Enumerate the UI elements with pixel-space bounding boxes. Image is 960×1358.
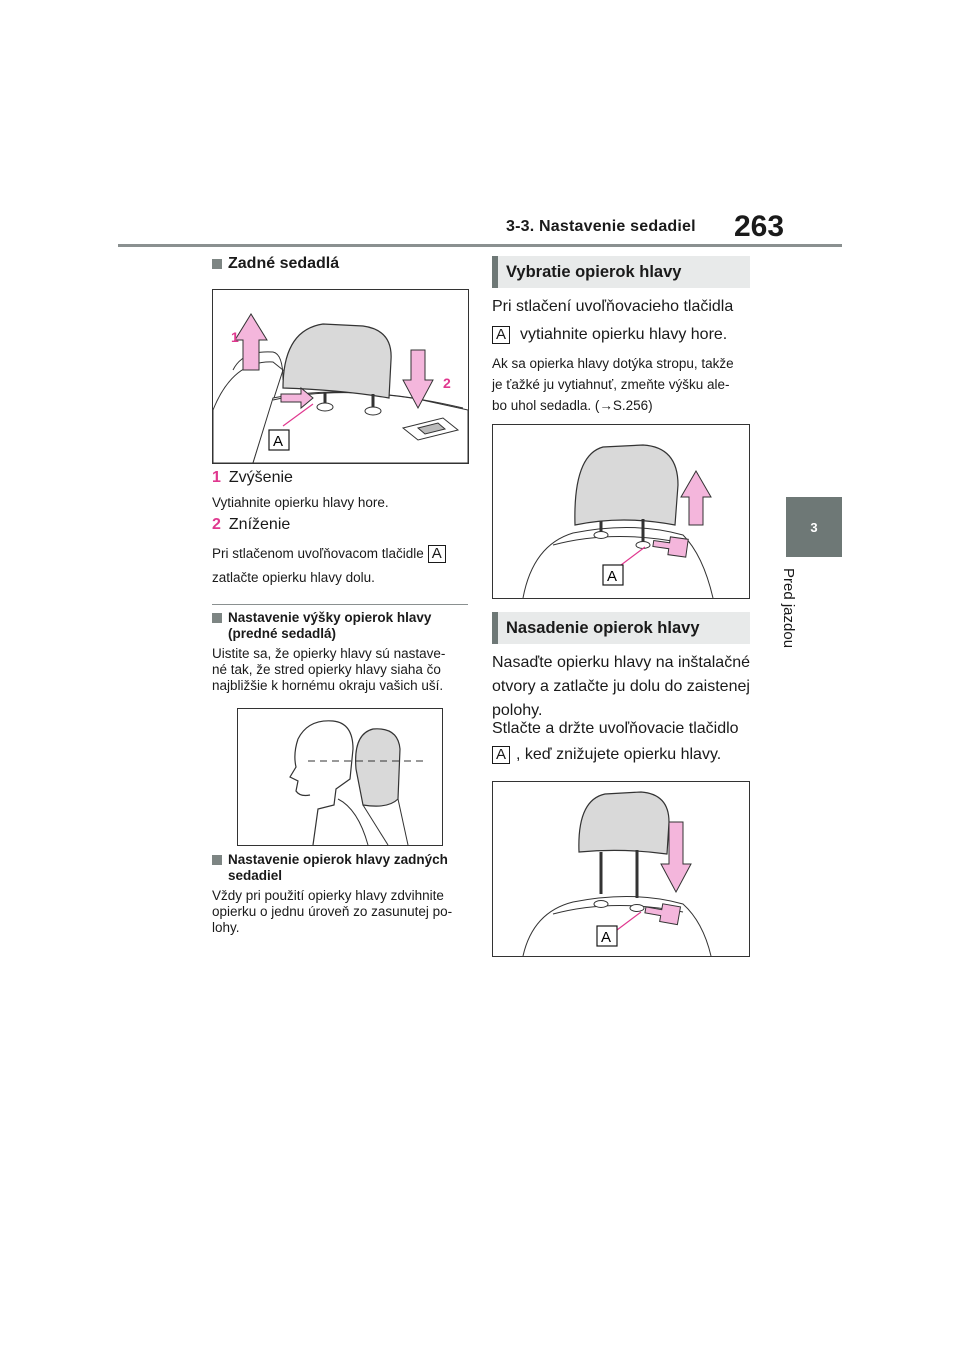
figure1-label-down: 2 xyxy=(443,375,451,391)
divider xyxy=(212,604,468,605)
remove-line2: A vytiahnite opierku hlavy hore. xyxy=(492,322,727,348)
step1-title: 1 Zvýšenie xyxy=(212,469,293,486)
remove-note2: je ťažké ju vytiahnuť, zmeňte výšku ale- xyxy=(492,377,730,392)
button-a-reference: A xyxy=(428,545,446,563)
step2-text-cont: zatlačte opierku hlavy dolu. xyxy=(212,570,375,585)
figure-head-position xyxy=(237,708,443,846)
remove-note3: bo uhol sedadla. (→S.256) xyxy=(492,398,653,413)
figure1-label-up: 1 xyxy=(231,329,239,345)
figure3-label-a: A xyxy=(607,568,618,585)
install-line4: Stlačte a držte uvoľňovacie tlačidlo xyxy=(492,720,739,737)
header-rule xyxy=(118,244,842,247)
remove-line1: Pri stlačení uvoľňovacieho tlačidla xyxy=(492,298,734,315)
square-bullet-icon xyxy=(212,855,222,865)
head-position-illustration xyxy=(238,709,442,845)
figure-rear-headrest xyxy=(212,289,469,464)
button-a-reference: A xyxy=(492,746,510,764)
step2-text: Pri stlačenom uvoľňovacom tlačidle A xyxy=(212,544,446,564)
square-bullet-icon xyxy=(212,613,222,623)
rear-headrest-illustration xyxy=(213,290,468,463)
rear-seats-heading: Zadné sedadlá xyxy=(212,255,339,273)
install-line2: otvory a zatlačte ju dolu do zaistenej xyxy=(492,678,750,695)
page-number: 263 xyxy=(734,210,785,243)
remove-headrest-illustration xyxy=(493,425,749,598)
step1-text: Vytiahnite opierku hlavy hore. xyxy=(212,495,389,510)
banner-remove-headrest: Vybratie opierok hlavy xyxy=(492,256,750,288)
square-bullet-icon xyxy=(212,259,222,269)
section-title: 3-3. Nastavenie sedadiel xyxy=(506,218,696,235)
chapter-label: Pred jazdou xyxy=(780,568,797,649)
step2-title: 2 Zníženie xyxy=(212,516,291,533)
button-a-reference: A xyxy=(492,326,510,344)
banner-install-headrest: Nasadenie opierok hlavy xyxy=(492,612,750,644)
install-line5: A , keď znižujete opierku hlavy. xyxy=(492,742,721,768)
rear-adjust-section: Nastavenie opierok hlavy zadných sedadiel Vždy pri použití opierky hlavy zdvihnite opierku o jednu úroveň zo zasunutej po- lohy. xyxy=(212,852,453,935)
figure-install-headrest xyxy=(492,781,750,957)
front-height-section: Nastavenie výšky opierok hlavy (predné sedadlá) Uistite sa, že opierky hlavy sú nastave- né tak, že stred opierky hlavy siaha čo najbližšie k hornému okraju vašich uší. xyxy=(212,610,446,693)
figure1-label-a: A xyxy=(273,433,284,450)
install-line1: Nasaďte opierku hlavy na inštalačné xyxy=(492,654,750,671)
chapter-tab[interactable]: 3 xyxy=(786,497,842,557)
install-line3: polohy. xyxy=(492,702,543,719)
figure-remove-headrest xyxy=(492,424,750,599)
figure4-label-a: A xyxy=(601,929,612,946)
install-headrest-illustration xyxy=(493,782,749,956)
remove-note1: Ak sa opierka hlavy dotýka stropu, takže xyxy=(492,356,734,371)
